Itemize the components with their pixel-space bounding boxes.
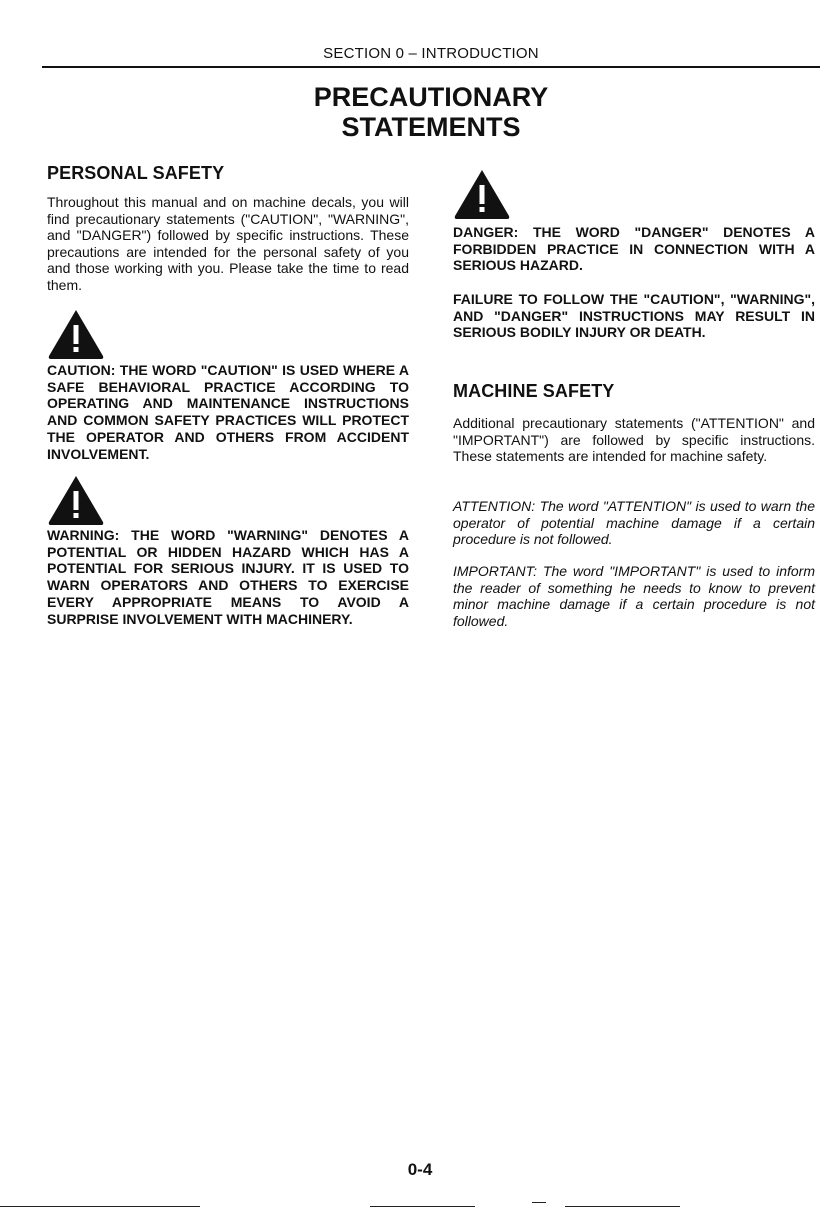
machine-safety-heading: MACHINE SAFETY [453, 381, 615, 401]
header-rule [42, 66, 820, 68]
warning-statement: WARNING: THE WORD "WARNING" DENOTES A POTENTIAL OR HIDDEN HAZARD WHICH HAS A POTENTIAL FOR SERIOUS INJURY. IT IS USED TO WARN OPERATORS AND OTHERS TO EXERCISE EVERY APPROPRIATE MEANS TO AVOID A SURPRISE INVOLVEMENT WITH MACHINERY. [47, 527, 409, 627]
page-number: 0-4 [407, 1160, 433, 1179]
warning-triangle-icon [46, 472, 106, 526]
attention-statement: ATTENTION: The word "ATTENTION" is used to warn the operator of potential machine damage if a certain procedure is not followed. [453, 498, 815, 547]
title-line-1: PRECAUTIONARY [313, 82, 549, 112]
personal-safety-heading: PERSONAL SAFETY [47, 163, 225, 183]
footer-rule-center [370, 1206, 475, 1207]
personal-safety-intro: Throughout this manual and on machine decals, you will find precautionary statements ("CAUTION", "WARNING", and "DANGER") followed by specific instructions. These precautions are intended for the personal safety of you and those working with you. Please take the time to read them. [47, 194, 409, 293]
footer-rule-right [565, 1206, 680, 1207]
section-header: SECTION 0 – INTRODUCTION [323, 45, 539, 62]
machine-safety-intro: Additional precautionary statements ("ATTENTION" and "IMPORTANT") are followed by specific instructions. These statements are intended for machine safety. [453, 415, 815, 464]
danger-statement: DANGER: THE WORD "DANGER" DENOTES A FORBIDDEN PRACTICE IN CONNECTION WITH A SERIOUS HAZARD. [453, 224, 815, 274]
warning-triangle-icon [46, 306, 106, 360]
footer-rule-left [0, 1206, 200, 1207]
footer-mark [532, 1202, 546, 1203]
page-title [42, 82, 820, 142]
important-statement: IMPORTANT: The word "IMPORTANT" is used to inform the reader of something he needs to know to prevent minor machine damage if a certain procedure is not followed. [453, 563, 815, 629]
title-line-2: STATEMENTS [341, 112, 521, 142]
failure-statement: FAILURE TO FOLLOW THE "CAUTION", "WARNING", AND "DANGER" INSTRUCTIONS MAY RESULT IN SERIOUS BODILY INJURY OR DEATH. [453, 291, 815, 341]
caution-statement: CAUTION: THE WORD "CAUTION" IS USED WHERE A SAFE BEHAVIORAL PRACTICE ACCORDING TO OPERATING AND MAINTENANCE INSTRUCTIONS AND COMMON SAFETY PRACTICES WILL PROTECT THE OPERATOR AND OTHERS FROM ACCIDENT INVOLVEMENT. [47, 362, 409, 462]
warning-triangle-icon [452, 166, 512, 220]
